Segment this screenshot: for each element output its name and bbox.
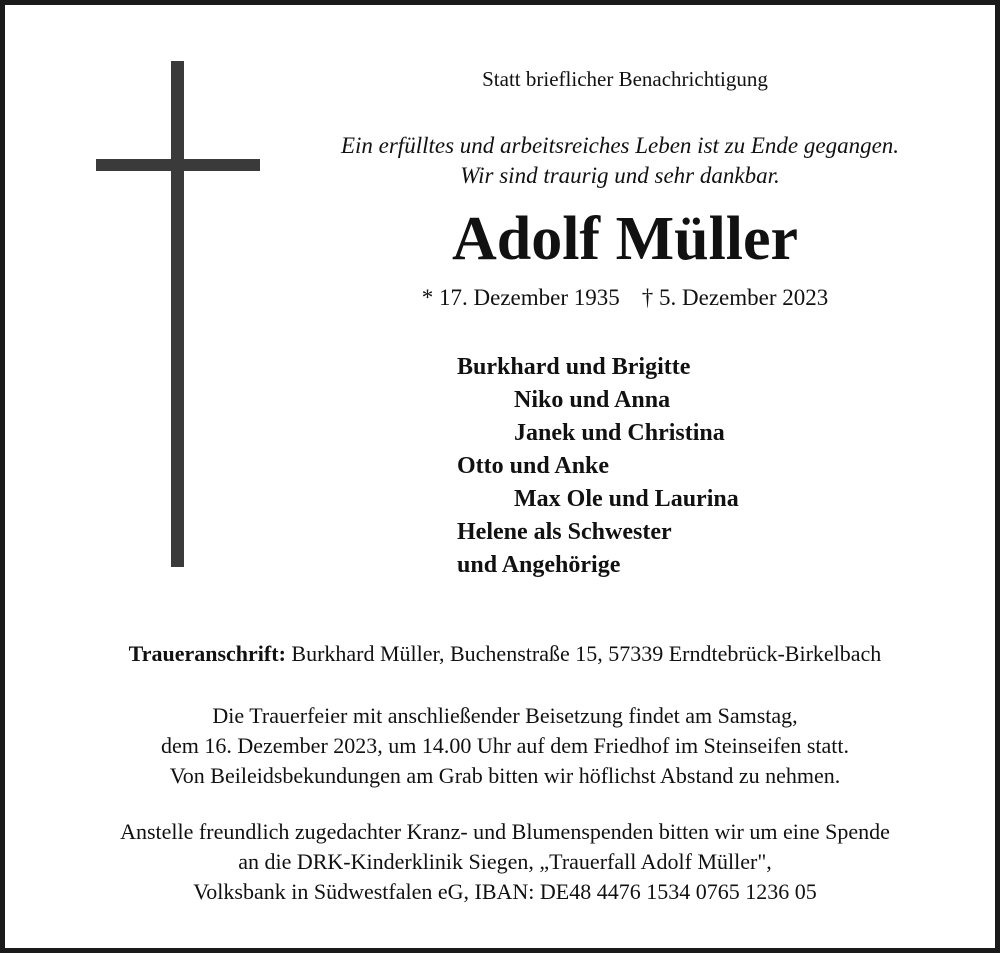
mourner: Otto und Anke	[457, 453, 610, 479]
donation-paragraph	[25, 817, 985, 907]
mourner: Burkhard und Brigitte	[457, 354, 691, 380]
mourners-list	[457, 351, 739, 582]
address-value: Burkhard Müller, Buchenstraße 15, 57339 Erndtebrück-Birkelbach	[285, 641, 882, 666]
mourner: Helene als Schwester	[457, 519, 672, 545]
ceremony-line: dem 16. Dezember 2023, um 14.00 Uhr auf dem Friedhof im Steinseifen statt.	[161, 733, 849, 758]
donation-line: Volksbank in Südwestfalen eG, IBAN: DE48 4476 1534 0765 1236 05	[193, 879, 817, 904]
birth-date: * 17. Dezember 1935	[421, 285, 620, 310]
ceremony-line: Die Trauerfeier mit anschließender Beisetzung findet am Samstag,	[212, 703, 798, 728]
mourner: Niko und Anna	[514, 387, 671, 413]
donation-line: an die DRK-Kinderklinik Siegen, „Trauerfall Adolf Müller",	[238, 849, 772, 874]
death-date: † 5. Dezember 2023	[641, 285, 829, 310]
cross-icon-horizontal	[96, 159, 260, 171]
intro-line-1: Ein erfülltes und arbeitsreiches Leben ist zu Ende gegangen.	[340, 133, 900, 158]
donation-line: Anstelle freundlich zugedachter Kranz- und Blumenspenden bitten wir um eine Spende	[120, 819, 890, 844]
address-label: Traueranschrift:	[128, 641, 286, 666]
deceased-name: Adolf Müller	[451, 205, 799, 273]
ceremony-paragraph	[25, 701, 985, 791]
life-dates	[345, 285, 905, 311]
ceremony-line: Von Beileidsbekundungen am Grab bitten wir höflichst Abstand zu nehmen.	[169, 763, 841, 788]
mourning-address	[25, 641, 985, 667]
cross-icon-vertical	[171, 61, 184, 567]
mourner: Janek und Christina	[514, 420, 725, 446]
mourner: Max Ole und Laurina	[514, 486, 739, 512]
intro-line-2: Wir sind traurig und sehr dankbar.	[460, 163, 780, 188]
notice-header: Statt brieflicher Benachrichtigung	[482, 67, 768, 91]
mourner: und Angehörige	[457, 552, 621, 578]
